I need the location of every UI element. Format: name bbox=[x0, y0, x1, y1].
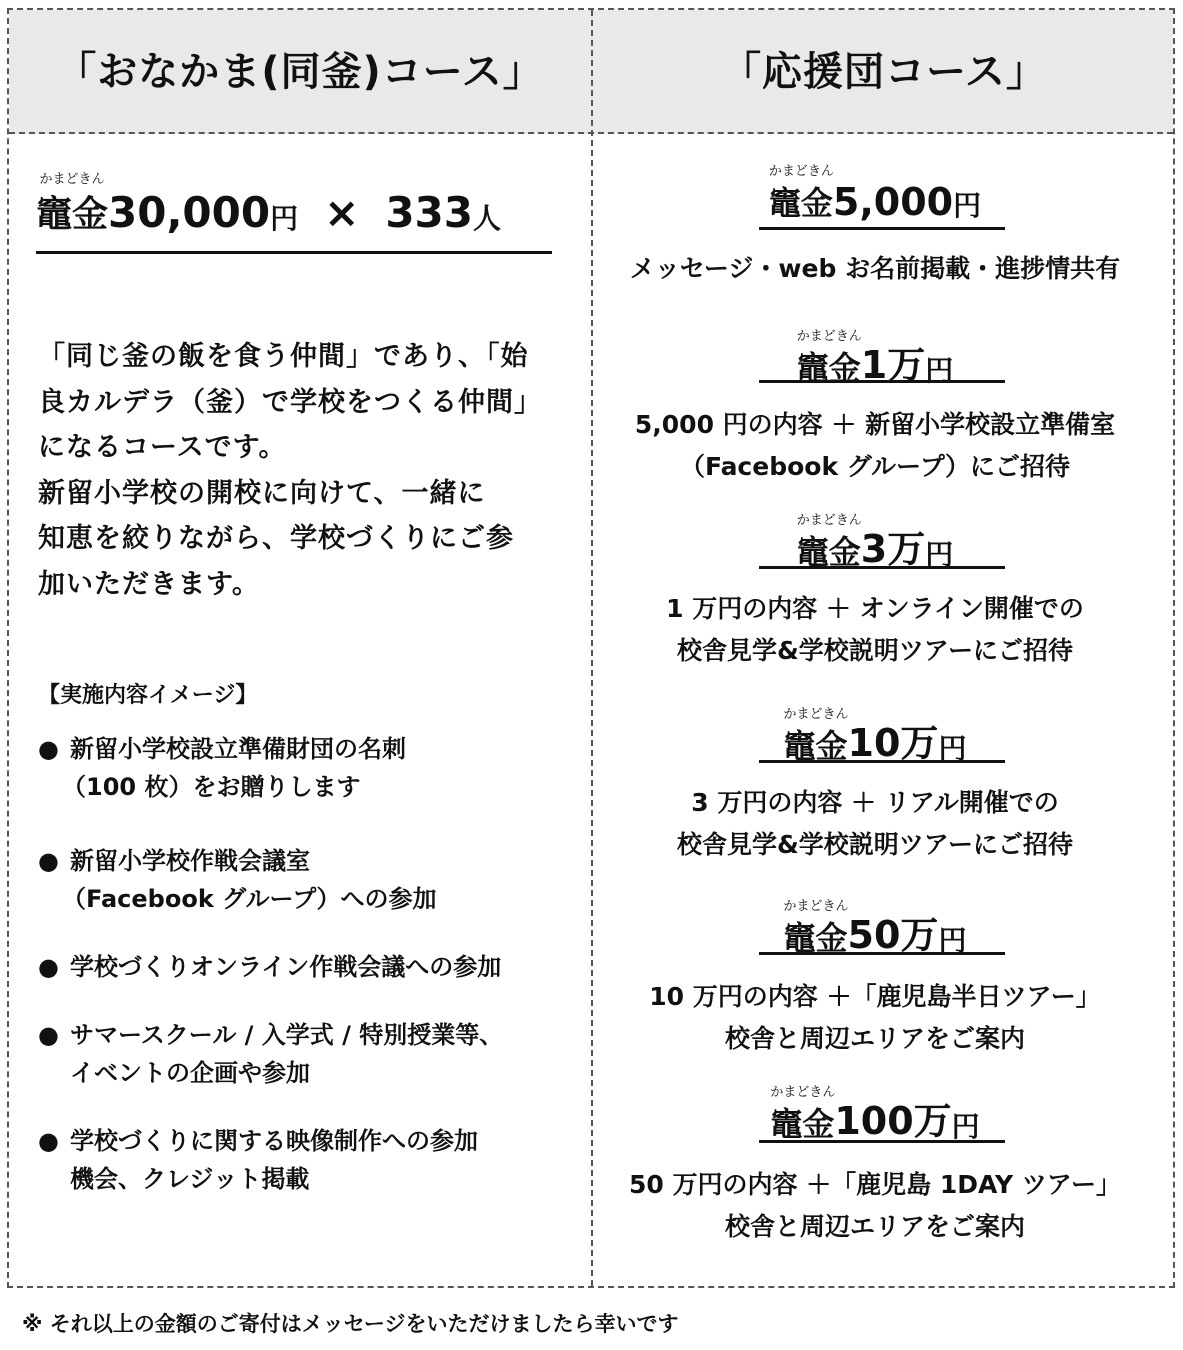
price-kanji: かまどきん 竈金 bbox=[36, 186, 108, 237]
list-item: ● 学校づくりに関する映像制作への参加 機会、クレジット掲載 bbox=[38, 1122, 478, 1198]
member-count-unit: 人 bbox=[472, 202, 501, 235]
bullet-icon: ● bbox=[38, 953, 59, 981]
tier-ruby: かまどきん bbox=[796, 513, 862, 528]
tier-price-10000: かまどきん 竈金 1万 円 bbox=[584, 334, 1166, 389]
price-ruby: かまどきん bbox=[39, 172, 105, 187]
tier-description: 3 万円の内容 ＋ リアル開催での 校舎見学&学校説明ツアーにご招待 bbox=[676, 788, 1074, 859]
tier-underline bbox=[759, 227, 1005, 230]
tier-underline bbox=[759, 952, 1005, 955]
tier-description: 5,000 円の内容 ＋ 新留小学校設立準備室 （Facebook グループ）にご招待 bbox=[634, 410, 1116, 481]
times-sign: × bbox=[324, 188, 360, 237]
list-item: ● 新留小学校作戦会議室 （Facebook グループ）への参加 bbox=[38, 842, 436, 918]
tier-underline bbox=[759, 1140, 1005, 1143]
left-course-price bbox=[36, 172, 552, 254]
list-item: ● 学校づくりオンライン作戦会議への参加 bbox=[38, 948, 501, 986]
member-count: 333 bbox=[385, 188, 473, 237]
tier-description: メッセージ・web お名前掲載・進捗情共有 bbox=[629, 254, 1121, 283]
tier-price-30000: かまどきん 竈金 3万 円 bbox=[584, 518, 1166, 573]
price-amount: 30,000 bbox=[108, 188, 271, 237]
implementation-heading: 【実施内容イメージ】 bbox=[38, 683, 258, 708]
bullet-icon: ● bbox=[38, 1127, 59, 1155]
bullet-icon: ● bbox=[38, 735, 59, 763]
list-item: ● サマースクール / 入学式 / 特別授業等、 イベントの企画や参加 bbox=[38, 1016, 503, 1092]
tier-ruby: かまどきん bbox=[796, 329, 862, 344]
tier-ruby: かまどきん bbox=[783, 899, 849, 914]
tier-description: 10 万円の内容 ＋「鹿児島半日ツアー」 校舎と周辺エリアをご案内 bbox=[649, 982, 1101, 1053]
tier-underline bbox=[759, 566, 1005, 569]
tier-price-5000: かまどきん 竈金 5,000 円 bbox=[584, 178, 1166, 224]
tier-price-500000: かまどきん 竈金 50万 円 bbox=[584, 904, 1166, 959]
tier-price-1000000: かまどきん 竈金 100万 円 bbox=[584, 1090, 1166, 1145]
list-item: ● 新留小学校設立準備財団の名刺 （100 枚）をお贈りします bbox=[38, 730, 406, 806]
bullet-icon: ● bbox=[38, 1021, 59, 1049]
tier-description: 50 万円の内容 ＋「鹿児島 1DAY ツアー」 校舎と周辺エリアをご案内 bbox=[628, 1170, 1122, 1241]
tier-price-100000: かまどきん 竈金 10万 円 bbox=[584, 712, 1166, 767]
price-unit: 円 bbox=[270, 202, 299, 235]
tier-underline bbox=[759, 760, 1005, 763]
tier-underline bbox=[759, 380, 1005, 383]
tier-ruby: かまどきん bbox=[768, 164, 834, 179]
tier-ruby: かまどきん bbox=[783, 707, 849, 722]
bullet-icon: ● bbox=[38, 847, 59, 875]
right-course-title: 「応援団コース」 bbox=[721, 49, 1047, 95]
footnote: ※ それ以上の金額のご寄付はメッセージをいただけましたら幸いです bbox=[22, 1312, 679, 1336]
left-course-title: 「おなかま(同釜)コース」 bbox=[56, 49, 544, 95]
left-course-description: 「同じ釜の飯を食う仲間」であり、「始 良カルデラ（釜）で学校をつくる仲間」 になるコースです。 新留小学校の開校に向けて、一緒に 知恵を絞りながら、学校づくりにご参 加いただきます。 bbox=[38, 341, 542, 600]
tier-description: 1 万円の内容 ＋ オンライン開催での 校舎見学&学校説明ツアーにご招待 bbox=[666, 594, 1084, 665]
tier-ruby: かまどきん bbox=[770, 1085, 836, 1100]
